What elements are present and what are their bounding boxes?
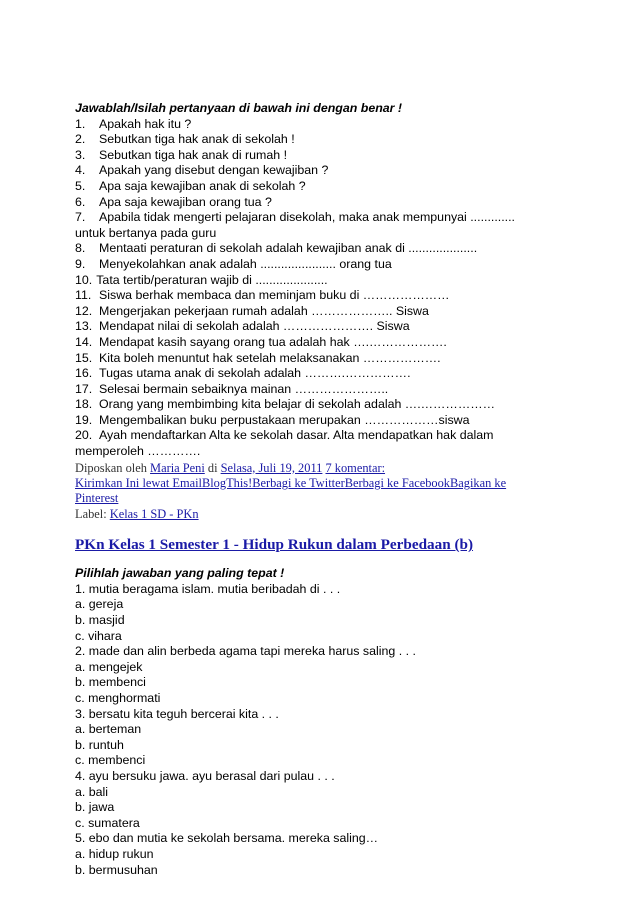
quiz-question: 5. ebo dan mutia ke sekolah bersama. mereka saling… <box>75 831 379 846</box>
quiz-option: a. hidup rukun <box>75 846 154 861</box>
question-text: Mentaati peraturan di sekolah adalah kewajiban anak di .................... <box>99 241 478 256</box>
share-links-cont <box>75 491 565 506</box>
question-number: 15. <box>75 350 93 365</box>
quiz-option: b. masjid <box>75 613 125 628</box>
quiz-option: c. sumatera <box>75 815 140 830</box>
labels-row <box>75 507 565 522</box>
posted-by-label: Diposkan oleh <box>75 460 147 475</box>
quiz-option: a. gereja <box>75 597 124 612</box>
question-text: Ayah mendaftarkan Alta ke sekolah dasar. Alta mendapatkan hak dalam <box>99 428 494 443</box>
quiz-option: c. menghormati <box>75 691 161 706</box>
question-text: Siswa berhak membaca dan meminjam buku di ………………… <box>99 288 450 303</box>
question-text: Tata tertib/peraturan wajib di ..................... <box>96 272 328 287</box>
question-number: 16. <box>75 366 93 381</box>
question-text-continued: untuk bertanya pada guru <box>75 225 217 240</box>
question-number: 4. <box>75 163 86 178</box>
question-number: 6. <box>75 194 86 209</box>
question-number: 19. <box>75 412 93 427</box>
date-link[interactable]: Selasa, Juli 19, 2011 <box>220 460 323 475</box>
question-item <box>75 288 565 304</box>
quiz-option: a. mengejek <box>75 659 143 674</box>
date-prefix: di <box>207 460 218 475</box>
share-links <box>75 476 565 491</box>
section-heading: Jawablah/Isilah pertanyaan di bawah ini dengan benar ! <box>75 101 403 115</box>
question-text: Selesai bermain sebaiknya mainan ………………….. <box>99 381 389 396</box>
post-meta <box>75 461 565 476</box>
question-number: 7. <box>75 210 86 225</box>
question-item <box>75 382 565 398</box>
question-item <box>75 148 565 164</box>
question-item <box>75 117 565 133</box>
document-page <box>75 101 565 878</box>
quiz-question: 1. mutia beragama islam. mutia beribadah di . . . <box>75 581 341 596</box>
question-number: 13. <box>75 319 93 334</box>
quiz-question: 2. made dan alin berbeda agama tapi mereka harus saling . . . <box>75 644 416 659</box>
comments-link[interactable]: 7 komentar: <box>325 460 386 475</box>
quiz-question: 3. bersatu kita teguh bercerai kita . . . <box>75 706 279 721</box>
question-item <box>75 319 565 335</box>
question-number: 11. <box>75 288 92 303</box>
quiz-option: c. vihara <box>75 628 122 643</box>
question-text: Apakah hak itu ? <box>99 116 192 131</box>
question-number: 5. <box>75 178 86 193</box>
label-link[interactable]: Kelas 1 SD - PKn <box>109 506 199 521</box>
question-text: Sebutkan tiga hak anak di sekolah ! <box>99 132 295 147</box>
question-text: Mengembalikan buku perpustakaan merupakan ………………siswa <box>99 412 470 427</box>
question-number: 3. <box>75 147 86 162</box>
post-instruction: Pilihlah jawaban yang paling tepat ! <box>75 566 285 581</box>
quiz-option: b. runtuh <box>75 737 124 752</box>
question-text: Menyekolahkan anak adalah ...................... orang tua <box>99 256 392 271</box>
question-text: Kita boleh menuntut hak setelah melaksanakan ………………. <box>99 350 441 365</box>
quiz-question: 4. ayu bersuku jawa. ayu berasal dari pulau . . . <box>75 769 335 783</box>
question-text: Tugas utama anak di sekolah adalah ……….……………. <box>99 366 411 381</box>
question-item <box>75 163 565 179</box>
question-item <box>75 335 565 351</box>
question-text: Mendapat nilai di sekolah adalah …………………. Siswa <box>99 319 410 334</box>
question-item <box>75 397 565 413</box>
question-item <box>75 210 565 226</box>
label-prefix: Label: <box>75 506 107 521</box>
question-text: Mendapat kasih sayang orang tua adalah hak ….………………. <box>99 334 447 349</box>
question-item <box>75 413 565 429</box>
question-number: 17. <box>75 381 93 396</box>
author-link[interactable]: Maria Peni <box>150 460 205 475</box>
question-number: 9. <box>75 256 86 271</box>
post-title[interactable]: PKn Kelas 1 Semester 1 - Hidup Rukun dalam Perbedaan (b) <box>75 536 474 554</box>
question-text: Orang yang membimbing kita belajar di sekolah adalah ….……………… <box>99 397 495 412</box>
question-item <box>75 257 565 273</box>
question-number: 14. <box>75 334 93 349</box>
question-item <box>75 195 565 211</box>
quiz-option: a. bali <box>75 784 109 799</box>
question-text: Mengerjakan pekerjaan rumah adalah ……………….. Siswa <box>99 303 429 318</box>
question-text: Apa saja kewajiban orang tua ? <box>99 194 272 209</box>
question-item <box>75 179 565 195</box>
question-text: Sebutkan tiga hak anak di rumah ! <box>99 147 288 162</box>
quiz-option: c. membenci <box>75 753 146 768</box>
question-number: 1. <box>75 116 86 131</box>
question-text: Apa saja kewajiban anak di sekolah ? <box>99 178 306 193</box>
question-text: Apabila tidak mengerti pelajaran disekolah, maka anak mempunyai ............. <box>99 210 515 225</box>
question-number: 2. <box>75 132 86 147</box>
question-text: Apakah yang disebut dengan kewajiban ? <box>99 163 329 178</box>
question-number: 18. <box>75 397 93 412</box>
quiz-option: b. membenci <box>75 675 146 690</box>
share-link-pinterest[interactable]: Pinterest <box>75 491 119 506</box>
question-number: 20. <box>75 428 93 443</box>
question-text-continued: memperoleh …………. <box>75 444 201 459</box>
quiz-list <box>75 582 565 878</box>
question-list <box>75 117 565 460</box>
quiz-option: b. bermusuhan <box>75 862 158 877</box>
question-number: 8. <box>75 241 86 256</box>
question-item <box>75 132 565 148</box>
question-item <box>75 366 565 382</box>
question-number: 12. <box>75 303 93 318</box>
question-item <box>75 351 565 367</box>
question-number: 10. <box>75 272 93 287</box>
question-item <box>75 273 565 289</box>
quiz-option: b. jawa <box>75 800 115 815</box>
question-item <box>75 241 565 257</box>
share-links-line1[interactable]: Kirimkan Ini lewat EmailBlogThis!Berbagi ke TwitterBerbagi ke FacebookBagikan ke <box>75 476 507 491</box>
question-item <box>75 304 565 320</box>
quiz-option: a. berteman <box>75 722 142 737</box>
question-item <box>75 428 565 444</box>
